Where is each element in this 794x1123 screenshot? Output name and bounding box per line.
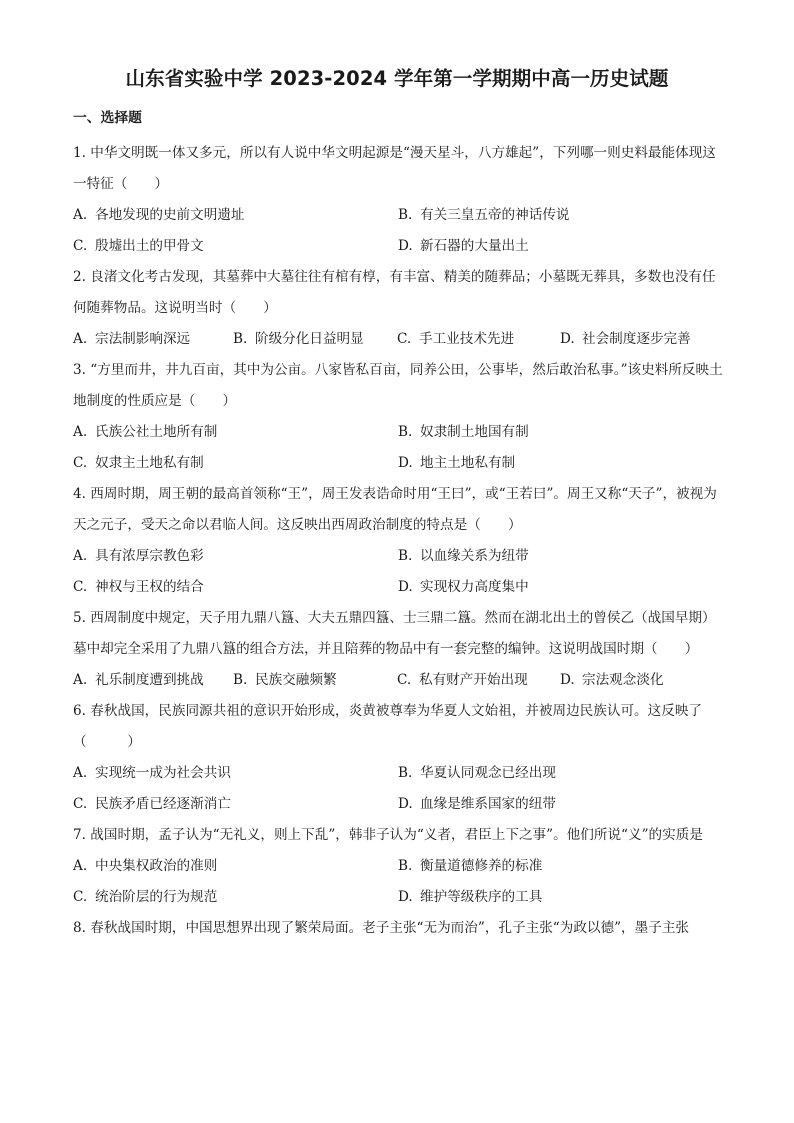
option-b[interactable]: B. 以血缘关系为纽带 [398, 548, 529, 564]
question-stem: 1. 中华文明既一体又多元，所以有人说中华文明起源是“漫天星斗，八方雄起”，下列哪一则史料最能体现这一特征（ ） [73, 145, 716, 192]
options [73, 417, 723, 479]
options [73, 851, 723, 913]
question-stem: 5. 西周制度中规定，天子用九鼎八簋、大夫五鼎四簋、士三鼎二簋。然而在湖北出土的曾侯乙（战国早期）墓中却完全采用了九鼎八簋的组合方法，并且陪葬的物品中有一套完整的编钟。这说明战国时期（ ） [73, 610, 716, 657]
option-a[interactable]: A. 各地发现的史前文明遗址 [73, 207, 245, 223]
question-stem: 4. 西周时期，周王朝的最高首领称“王”，周王发表诰命时用“王曰”，或“王若曰”。周王又称“天子”，被视为天之元子，受天之命以君临人间。这反映出西周政治制度的特点是（ ） [73, 486, 717, 533]
option-a[interactable]: A. 中央集权政治的准则 [73, 858, 218, 874]
option-a[interactable]: A. 礼乐制度遭到挑战 [73, 672, 204, 688]
option-b[interactable]: B. 华夏认同观念已经出现 [398, 765, 556, 781]
option-d[interactable]: D. 地主土地私有制 [398, 455, 516, 471]
question-list [73, 138, 723, 944]
question-stem: 2. 良渚文化考古发现，其墓葬中大墓往往有棺有椁，有丰富、精美的随葬品；小墓既无葬具，多数也没有任何随葬物品。这说明当时（ ） [73, 269, 716, 316]
option-d[interactable]: D. 新石器的大量出土 [398, 238, 529, 254]
option-c[interactable]: C. 奴隶主土地私有制 [73, 455, 204, 471]
option-c[interactable]: C. 民族矛盾已经逐渐消亡 [73, 796, 231, 812]
option-a[interactable]: A. 实现统一成为社会共识 [73, 765, 231, 781]
option-d[interactable]: D. 实现权力高度集中 [398, 579, 529, 595]
option-b[interactable]: B. 民族交融频繁 [233, 672, 337, 688]
option-a[interactable]: A. 宗法制影响深远 [73, 331, 191, 347]
question-stem: 6. 春秋战国，民族同源共祖的意识开始形成，炎黄被尊奉为华夏人文始祖，并被周边民族认可。这反映了（ ） [73, 703, 703, 750]
option-b[interactable]: B. 阶级分化日益明显 [233, 331, 364, 347]
exam-title: 山东省实验中学 2023-2024 学年第一学期期中高一历史试题 [125, 67, 669, 90]
option-c[interactable]: C. 神权与王权的结合 [73, 579, 204, 595]
option-d[interactable]: D. 维护等级秩序的工具 [398, 889, 543, 905]
options [73, 758, 723, 820]
option-a[interactable]: A. 氏族公社土地所有制 [73, 424, 218, 440]
section-heading: 一、选择题 [73, 110, 142, 126]
option-b[interactable]: B. 有关三皇五帝的神话传说 [398, 207, 570, 223]
option-d[interactable]: D. 血缘是维系国家的纽带 [398, 796, 556, 812]
question-stem: 3. “方里而井，井九百亩，其中为公亩。八家皆私百亩，同养公田，公事毕，然后敢治私事。”该史料所反映土地制度的性质应是（ ） [73, 362, 723, 409]
option-c[interactable]: C. 殷墟出土的甲骨文 [73, 238, 204, 254]
options [73, 541, 723, 603]
option-d[interactable]: D. 社会制度逐步完善 [560, 331, 691, 347]
options [73, 200, 723, 262]
option-d[interactable]: D. 宗法观念淡化 [560, 672, 664, 688]
option-a[interactable]: A. 具有浓厚宗教色彩 [73, 548, 204, 564]
option-b[interactable]: B. 奴隶制土地国有制 [398, 424, 529, 440]
option-c[interactable]: C. 私有财产开始出现 [397, 672, 528, 688]
question-stem: 8. 春秋战国时期，中国思想界出现了繁荣局面。老子主张“无为而治”，孔子主张“为政以德”，墨子主张 [73, 920, 690, 936]
question-stem: 7. 战国时期，孟子认为“无礼义，则上下乱”，韩非子认为“义者，君臣上下之事”。他们所说“义”的实质是 [73, 827, 703, 843]
option-c[interactable]: C. 统治阶层的行为规范 [73, 889, 218, 905]
option-c[interactable]: C. 手工业技术先进 [397, 331, 515, 347]
option-b[interactable]: B. 衡量道德修养的标准 [398, 858, 543, 874]
options [73, 665, 723, 696]
options [73, 324, 723, 355]
